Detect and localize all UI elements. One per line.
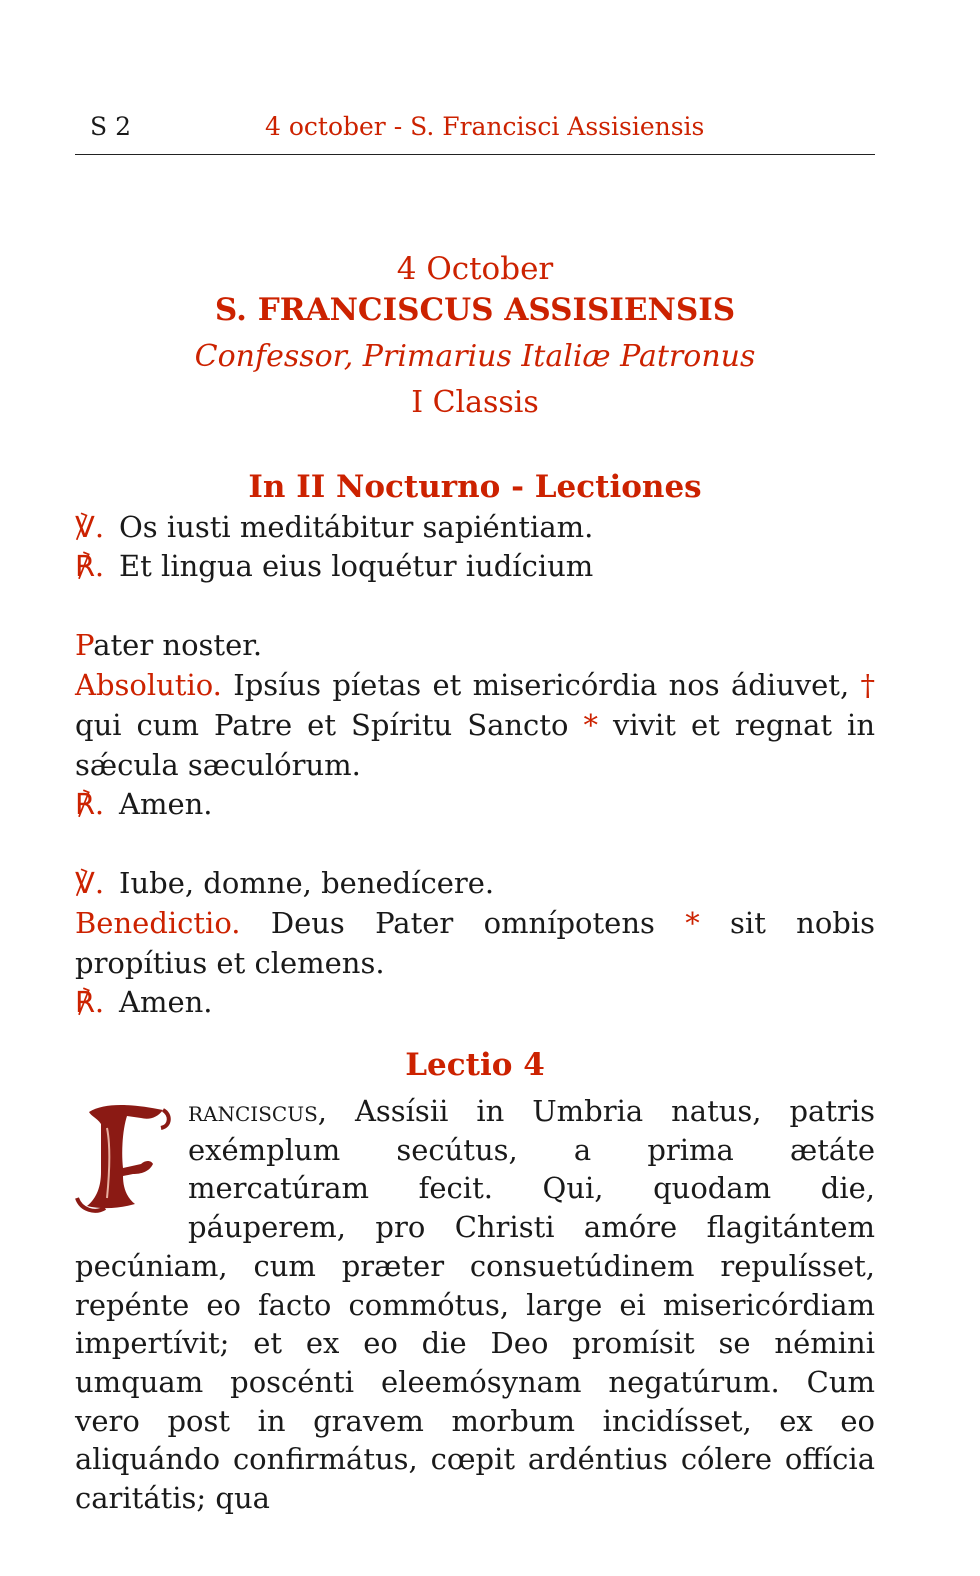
versicle-2-text: Iube, domne, benedícere. <box>119 866 495 900</box>
lectio-4-opening-smallcaps: ranciscus, <box>188 1094 327 1128</box>
versicle-2 <box>75 864 875 903</box>
absolutio-text-1: Ipsíus píetas et misericórdia nos ádiuvet, <box>233 668 850 702</box>
pater-noster <box>75 626 875 665</box>
lectio-4-heading: Lectio 4 <box>405 1047 545 1083</box>
feast-title-block <box>75 248 875 424</box>
benedictio-text-1: Deus Pater omnípotens <box>270 906 655 940</box>
amen-text: Amen. <box>119 787 213 821</box>
pater-initial: P <box>75 628 94 662</box>
asterisk-mark: * <box>583 708 598 742</box>
versicle-1 <box>75 508 875 547</box>
absolutio-text-3: vivit et regnat in sǽcula sæculórum. <box>75 708 876 782</box>
responsory-amen-1 <box>75 785 875 824</box>
responsory-amen-2 <box>75 983 875 1022</box>
benedictio-label: Benedictio. <box>75 906 241 940</box>
pater-rest: ater noster. <box>93 628 263 662</box>
page-number: S 2 <box>90 112 131 141</box>
office-content <box>75 466 875 1518</box>
versicle-symbol: ℣. <box>75 510 105 544</box>
running-title: 4 october - S. Francisci Assisiensis <box>265 112 705 141</box>
benedictio-paragraph <box>75 903 875 983</box>
nocturn-heading: In II Nocturno - Lectiones <box>248 469 702 505</box>
responsory-1-text: Et lingua eius loquétur iudícium <box>119 549 594 583</box>
feast-date: 4 October <box>396 251 554 287</box>
responsory-symbol: ℟. <box>75 549 105 583</box>
page-header <box>75 108 875 155</box>
feast-rank: I Classis <box>411 385 539 420</box>
absolutio-paragraph <box>75 665 875 785</box>
responsory-1 <box>75 547 875 586</box>
amen-text: Amen. <box>119 985 213 1019</box>
absolutio-text-2: qui cum Patre et Spíritu Sancto <box>75 708 569 742</box>
absolutio-label: Absolutio. <box>75 668 222 702</box>
lectio-4-text <box>75 1092 875 1518</box>
cross-mark: † <box>860 668 876 702</box>
asterisk-mark: * <box>685 906 700 940</box>
responsory-symbol: ℟. <box>75 787 105 821</box>
saint-name: S. FRANCISCUS ASSISIENSIS <box>214 292 736 328</box>
versicle-1-text: Os iusti meditábitur sapiéntiam. <box>119 510 594 544</box>
responsory-symbol: ℟. <box>75 985 105 1019</box>
benedictio-text-2: sit nobis propítius et clemens. <box>75 906 876 980</box>
versicle-symbol: ℣. <box>75 866 105 900</box>
saint-subtitle: Confessor, Primarius Italiæ Patronus <box>194 339 756 374</box>
lectio-4-body: Assísii in Umbria natus, patris exémplum secútus, a prima ætáte mercatúram fecit. Qui, quodam die, páuperem, pro Christi amóre flagitántem pecúniam, cum præter consuetúdinem repulísset, repénte eo facto commótus, large ei misericórdiam impertívit; et ex eo die Deo promísit se némini umquam poscénti eleemósynam negatúrum. Cum vero post in gravem morbum incidísset, ex eo aliquándo confirmátus, cœpit ardéntius cólere offícia caritátis; qua <box>75 1094 875 1516</box>
dropcap-f-illuminated <box>71 1098 176 1216</box>
